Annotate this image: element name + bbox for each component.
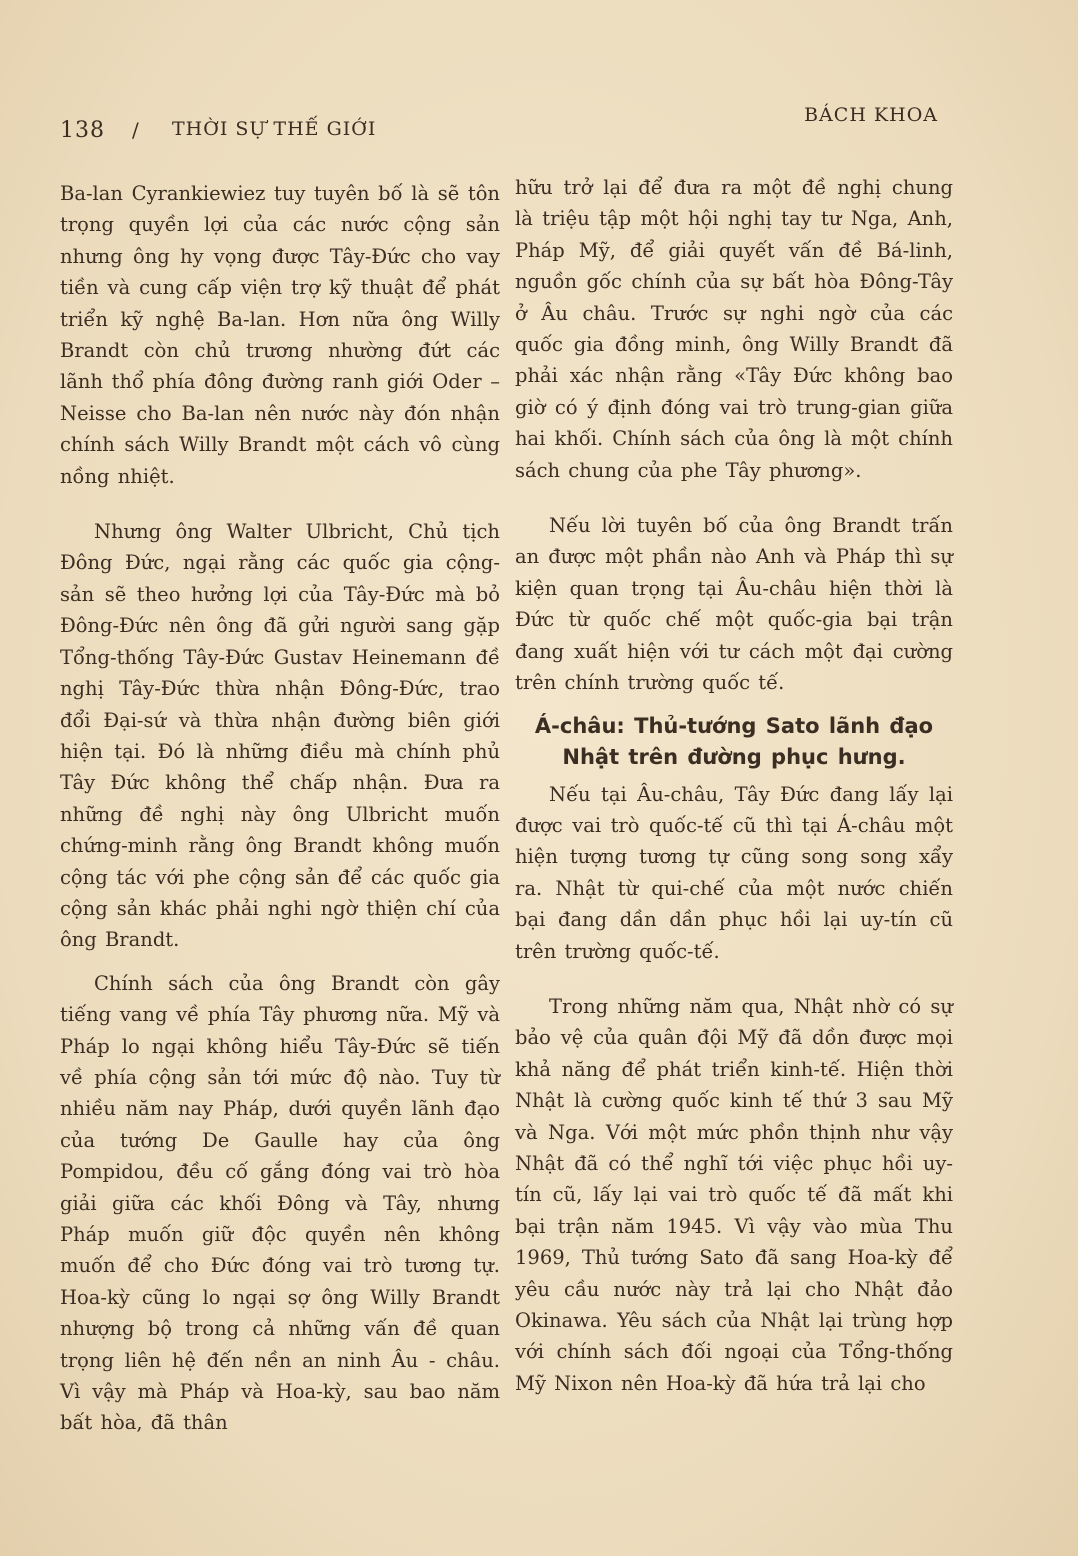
header-separator: /	[132, 118, 140, 142]
paragraph: Nhưng ông Walter Ulbricht, Chủ tịch Đông Đức, ngại rằng các quốc gia cộng-sản sẽ theo hưởng lợi của Tây-Đức mà bỏ Đông-Đức nên ông đã gửi người sang gặp Tổng-thống Tây-Đức Gustav Heinemann đề nghị Tây-Đức thừa nhận Đông-Đức, trao đổi Đại-sứ và thừa nhận đường biên giới hiện tại. Đó là những điều mà chính phủ Tây Đức không thể chấp nhận. Đưa ra những đề nghị này ông Ulbricht muốn chứng-minh rằng ông Brandt không muốn cộng tác với phe cộng sản để các quốc gia cộng sản khác phải nghi ngờ thiện chí của ông Brandt.	[60, 520, 500, 952]
page-header	[60, 100, 938, 143]
paragraph: hữu trở lại để đưa ra một đề nghị chung là triệu tập một hội nghị tay tư Nga, Anh, Pháp Mỹ, để giải quyết vấn đề Bá-linh, nguồn gốc chính của sự bất hòa Đông-Tây ở Âu châu. Trước sự nghi ngờ của các quốc gia đồng minh, ông Willy Brandt đã phải xác nhận rằng «Tây Đức không bao giờ có ý định đóng vai trò trung-gian giữa hai khối. Chính sách của ông là một chính sách chung của phe Tây phương».	[515, 176, 953, 482]
paragraph: Ba-lan Cyrankiewiez tuy tuyên bố là sẽ tôn trọng quyền lợi của các nước cộng sản nhưng ông hy vọng được Tây-Đức cho vay tiền và cung cấp viện trợ kỹ thuật để phát triển kỹ nghệ Ba-lan. Hơn nữa ông Willy Brandt còn chủ trương nhường đứt các lãnh thổ phía đông đường ranh giới Oder – Neisse cho Ba-lan nên nước này đón nhận chính sách Willy Brandt một cách vô cùng nồng nhiệt.	[60, 182, 500, 488]
paragraph: Nếu tại Âu-châu, Tây Đức đang lấy lại được vai trò quốc-tế cũ thì tại Á-châu một hiện tượng tương tự cũng song song xẩy ra. Nhật từ qui-chế của một nước chiến bại đang dần dần phục hồi lại uy-tín cũ trên trường quốc-tế.	[515, 782, 953, 963]
paragraph: Nếu lời tuyên bố của ông Brandt trấn an được một phần nào Anh và Pháp thì sự kiện quan trọng tại Âu-châu hiện thời là Đức từ quốc chế một quốc-gia bại trận đang xuất hiện với tư cách một đại cường trên chính trường quốc tế.	[515, 514, 953, 695]
left-column	[60, 178, 500, 1439]
paragraph: Trong những năm qua, Nhật nhờ có sự bảo vệ của quân đội Mỹ đã dồn được mọi khả năng để phát triển kinh-tế. Hiện thời Nhật là cường quốc kinh tế thứ 3 sau Mỹ và Nga. Với một mức phồn thịnh như vậy Nhật đã có thể nghĩ tới việc phục hồi uy-tín cũ, lấy lại vai trò quốc tế đã mất khi bại trận năm 1945. Vì vậy vào mùa Thu 1969, Thủ tướng Sato đã sang Hoa-kỳ để yêu cầu nước này trả lại cho Nhật đảo Okinawa. Yêu sách của Nhật lại trùng hợp với chính sách đối ngoại của Tổng-thống Mỹ Nixon nên Hoa-kỳ đã hứa trả lại cho	[515, 994, 953, 1395]
section-subheading	[515, 711, 953, 773]
page-number: 138	[60, 118, 105, 143]
magazine-name: BÁCH KHOA	[804, 104, 938, 126]
right-column	[515, 172, 953, 1399]
subheading-line: Á-châu: Thủ-tướng Sato lãnh đạo	[534, 713, 934, 738]
subheading-line: Nhật trên đường phục hưng.	[562, 744, 906, 769]
paragraph: Chính sách của ông Brandt còn gây tiếng vang về phía Tây phương nữa. Mỹ và Pháp lo ngại không hiểu Tây-Đức sẽ tiến về phía cộng sản tới mức độ nào. Tuy từ nhiều năm nay Pháp, dưới quyền lãnh đạo của tướng De Gaulle hay của ông Pompidou, đều cố gắng đóng vai trò hòa giải giữa các khối Đông và Tây, nhưng Pháp muốn giữ độc quyền nên không muốn để cho Đức đóng vai trò tương tự. Hoa-kỳ cũng lo ngại sợ ông Willy Brandt nhượng bộ trong cả những vấn đề quan trọng liên hệ đến nền an ninh Âu - châu. Vì vậy mà Pháp và Hoa-kỳ, sau bao năm bất hòa, đã thân	[60, 971, 500, 1435]
section-title: THỜI SỰ THẾ GIỚI	[172, 118, 377, 140]
